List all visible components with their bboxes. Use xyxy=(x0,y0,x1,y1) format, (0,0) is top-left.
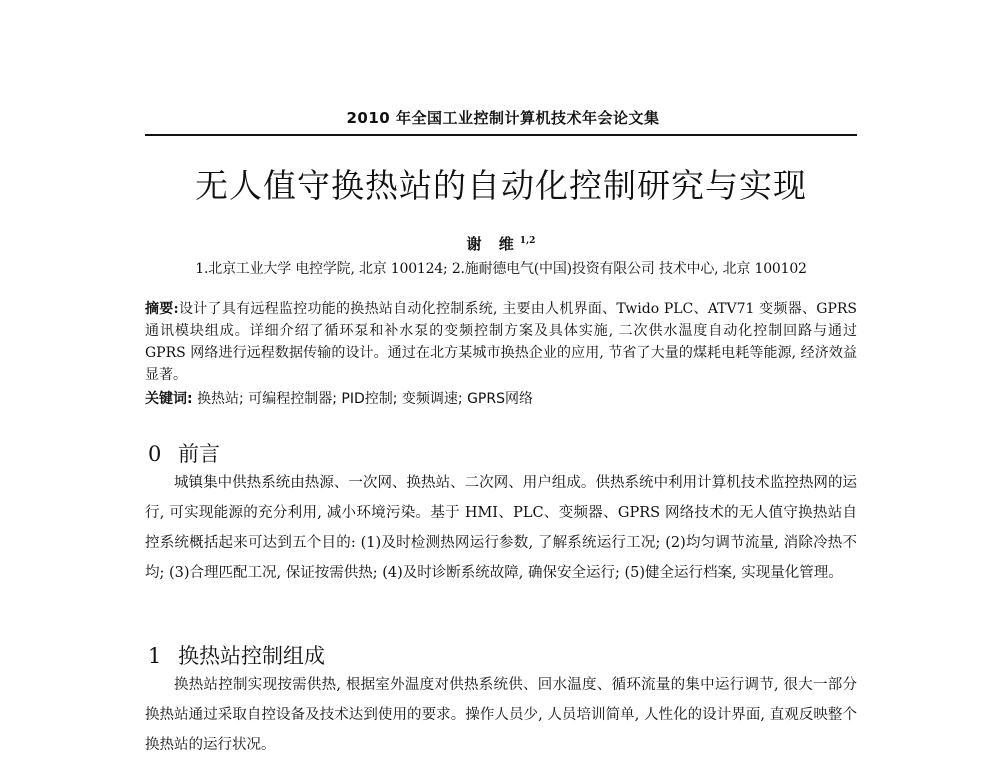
keywords-label: 关键词: xyxy=(145,391,193,407)
abstract-label: 摘要: xyxy=(145,301,179,317)
section-title: 换热站控制组成 xyxy=(178,644,325,668)
section-number: 0 xyxy=(148,442,162,466)
section-paragraph-preface: 城镇集中供热系统由热源、一次网、换热站、二次网、用户组成。供热系统中利用计算机技术监控热网的运行, 可实现能源的充分利用, 减小环境污染。基于 HMI、PLC、变频器、GPRS 网络技术的无人值守换热站自控系统概括起来可达到五个目的: (1)及时检测热网运行参数, 了解系统运行工况; (2)均匀调节流量, 消除冷热不均; (3)合理匹配工况, 保证按需供热; (4)及时诊断系统故障, 确保安全运行; (5)健全运行档案, 实现量化管理。 xyxy=(145,475,857,581)
author-line xyxy=(145,233,857,254)
proceedings-header: 2010 年全国工业控制计算机技术年会论文集 xyxy=(346,109,660,127)
keywords xyxy=(145,388,857,408)
author-name: 谢 维 xyxy=(466,235,520,253)
section-paragraph-control: 换热站控制实现按需供热, 根据室外温度对供热系统供、回水温度、循环流量的集中运行调节, 很大一部分换热站通过采取自控设备及技术达到使用的要求。操作人员少, 人员培训简单, 人性化的设计界面, 直观反映整个换热站的运行状况。 xyxy=(145,677,857,753)
header-divider xyxy=(145,134,857,136)
section-heading-control xyxy=(148,640,325,670)
abstract-text: 设计了具有远程监控功能的换热站自动化控制系统, 主要由人机界面、Twido PLC、ATV71 变频器、GPRS 通讯模块组成。详细介绍了循环泵和补水泵的变频控制方案及具体实施, 二次供水温度自动化控制回路与通过 GPRS 网络进行远程数据传输的设计。通过在北方某城市换热企业的应用, 节省了大量的煤耗电耗等能源, 经济效益显著。 xyxy=(145,301,857,383)
author-affiliation-marks: 1,2 xyxy=(519,236,536,246)
paper-title: 无人值守换热站的自动化控制研究与实现 xyxy=(195,166,807,205)
section-heading-preface xyxy=(148,438,220,468)
section-number: 1 xyxy=(148,644,162,668)
abstract xyxy=(145,298,857,386)
affiliation: 1.北京工业大学 电控学院, 北京 100124; 2.施耐德电气(中国)投资有限公司 技术中心, 北京 100102 xyxy=(195,261,807,277)
section-title: 前言 xyxy=(178,442,220,466)
keywords-text: 换热站; 可编程控制器; PID控制; 变频调速; GPRS网络 xyxy=(197,391,533,407)
